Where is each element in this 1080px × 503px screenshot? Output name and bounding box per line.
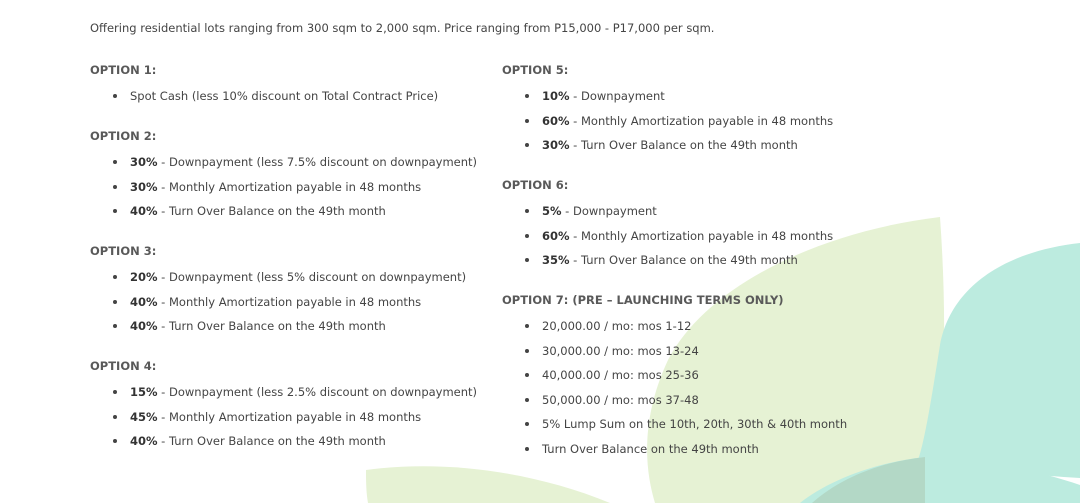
item-text: 50,000.00 / mo: mos 37-48 bbox=[542, 392, 699, 407]
item-text: - Monthly Amortization payable in 48 months bbox=[569, 228, 834, 243]
list-item bbox=[90, 203, 477, 219]
option-list bbox=[90, 384, 477, 449]
item-text: - Turn Over Balance on the 49th month bbox=[157, 434, 386, 448]
list-item bbox=[502, 88, 847, 104]
item-text: - Monthly Amortization payable in 48 months bbox=[569, 113, 834, 128]
item-text: - Turn Over Balance on the 49th month bbox=[569, 253, 798, 267]
option-title: OPTION 2: bbox=[90, 129, 157, 143]
percent-value: 40% bbox=[130, 294, 158, 309]
list-item bbox=[90, 384, 477, 400]
option-list bbox=[90, 88, 477, 104]
option-3 bbox=[90, 243, 477, 334]
item-text: - Monthly Amortization payable in 48 months bbox=[157, 409, 422, 424]
percent-value: 40% bbox=[130, 204, 158, 218]
item-text: - Downpayment bbox=[569, 89, 665, 103]
option-list bbox=[90, 269, 477, 334]
option-list bbox=[502, 203, 847, 268]
list-item bbox=[502, 441, 847, 457]
percent-value: 60% bbox=[542, 113, 570, 128]
option-title: OPTION 6: bbox=[502, 178, 569, 192]
list-item bbox=[90, 154, 477, 170]
list-item bbox=[502, 367, 847, 383]
option-5 bbox=[502, 62, 847, 153]
item-text: 20,000.00 / mo: mos 1-12 bbox=[542, 319, 692, 333]
item-text: 30,000.00 / mo: mos 13-24 bbox=[542, 343, 699, 358]
option-title: OPTION 7: (PRE – LAUNCHING TERMS ONLY) bbox=[502, 293, 784, 307]
list-item bbox=[90, 88, 477, 104]
option-1 bbox=[90, 62, 477, 104]
option-title: OPTION 5: bbox=[502, 63, 569, 77]
item-text: - Downpayment (less 5% discount on downpayment) bbox=[157, 270, 467, 284]
list-item bbox=[90, 294, 477, 310]
percent-value: 60% bbox=[542, 228, 570, 243]
item-text: - Monthly Amortization payable in 48 months bbox=[157, 294, 422, 309]
percent-value: 5% bbox=[542, 204, 562, 218]
list-item bbox=[502, 343, 847, 359]
option-list bbox=[502, 88, 847, 153]
percent-value: 30% bbox=[130, 179, 158, 194]
list-item bbox=[502, 137, 847, 153]
list-item bbox=[502, 318, 847, 334]
percent-value: 30% bbox=[130, 155, 158, 169]
percent-value: 40% bbox=[130, 319, 158, 333]
item-text: - Downpayment bbox=[561, 204, 657, 218]
option-7 bbox=[502, 292, 847, 457]
item-text: Spot Cash (less 10% discount on Total Contract Price) bbox=[130, 89, 439, 103]
percent-value: 35% bbox=[542, 253, 570, 267]
percent-value: 40% bbox=[130, 434, 158, 448]
intro-text: Offering residential lots ranging from 300 sqm to 2,000 sqm. Price ranging from P15,000 - P17,000 per sqm. bbox=[90, 21, 715, 35]
item-text: - Turn Over Balance on the 49th month bbox=[157, 204, 386, 218]
option-list bbox=[502, 318, 847, 457]
option-6 bbox=[502, 177, 847, 268]
list-item bbox=[90, 433, 477, 449]
percent-value: 20% bbox=[130, 270, 158, 284]
option-title: OPTION 3: bbox=[90, 244, 157, 258]
item-text: Turn Over Balance on the 49th month bbox=[542, 441, 759, 456]
option-4 bbox=[90, 358, 477, 449]
list-item bbox=[90, 269, 477, 285]
item-text: - Downpayment (less 2.5% discount on downpayment) bbox=[157, 385, 478, 399]
percent-value: 45% bbox=[130, 409, 158, 424]
item-text: - Downpayment (less 7.5% discount on downpayment) bbox=[157, 155, 478, 169]
item-text: - Turn Over Balance on the 49th month bbox=[157, 319, 386, 333]
option-2 bbox=[90, 128, 477, 219]
option-title: OPTION 1: bbox=[90, 63, 157, 77]
item-text: 5% Lump Sum on the 10th, 20th, 30th & 40th month bbox=[542, 417, 848, 431]
list-item bbox=[502, 113, 847, 129]
list-item bbox=[502, 416, 847, 432]
item-text: - Turn Over Balance on the 49th month bbox=[569, 138, 798, 152]
list-item bbox=[502, 392, 847, 408]
item-text: - Monthly Amortization payable in 48 months bbox=[157, 179, 422, 194]
item-text: 40,000.00 / mo: mos 25-36 bbox=[542, 368, 699, 382]
percent-value: 10% bbox=[542, 89, 570, 103]
list-item bbox=[90, 409, 477, 425]
list-item bbox=[502, 228, 847, 244]
option-list bbox=[90, 154, 477, 219]
list-item bbox=[90, 318, 477, 334]
list-item bbox=[502, 203, 847, 219]
options-left-column bbox=[90, 62, 477, 473]
options-right-column bbox=[502, 62, 847, 481]
percent-value: 30% bbox=[542, 138, 570, 152]
option-title: OPTION 4: bbox=[90, 359, 157, 373]
list-item bbox=[90, 179, 477, 195]
percent-value: 15% bbox=[130, 385, 158, 399]
list-item bbox=[502, 252, 847, 268]
